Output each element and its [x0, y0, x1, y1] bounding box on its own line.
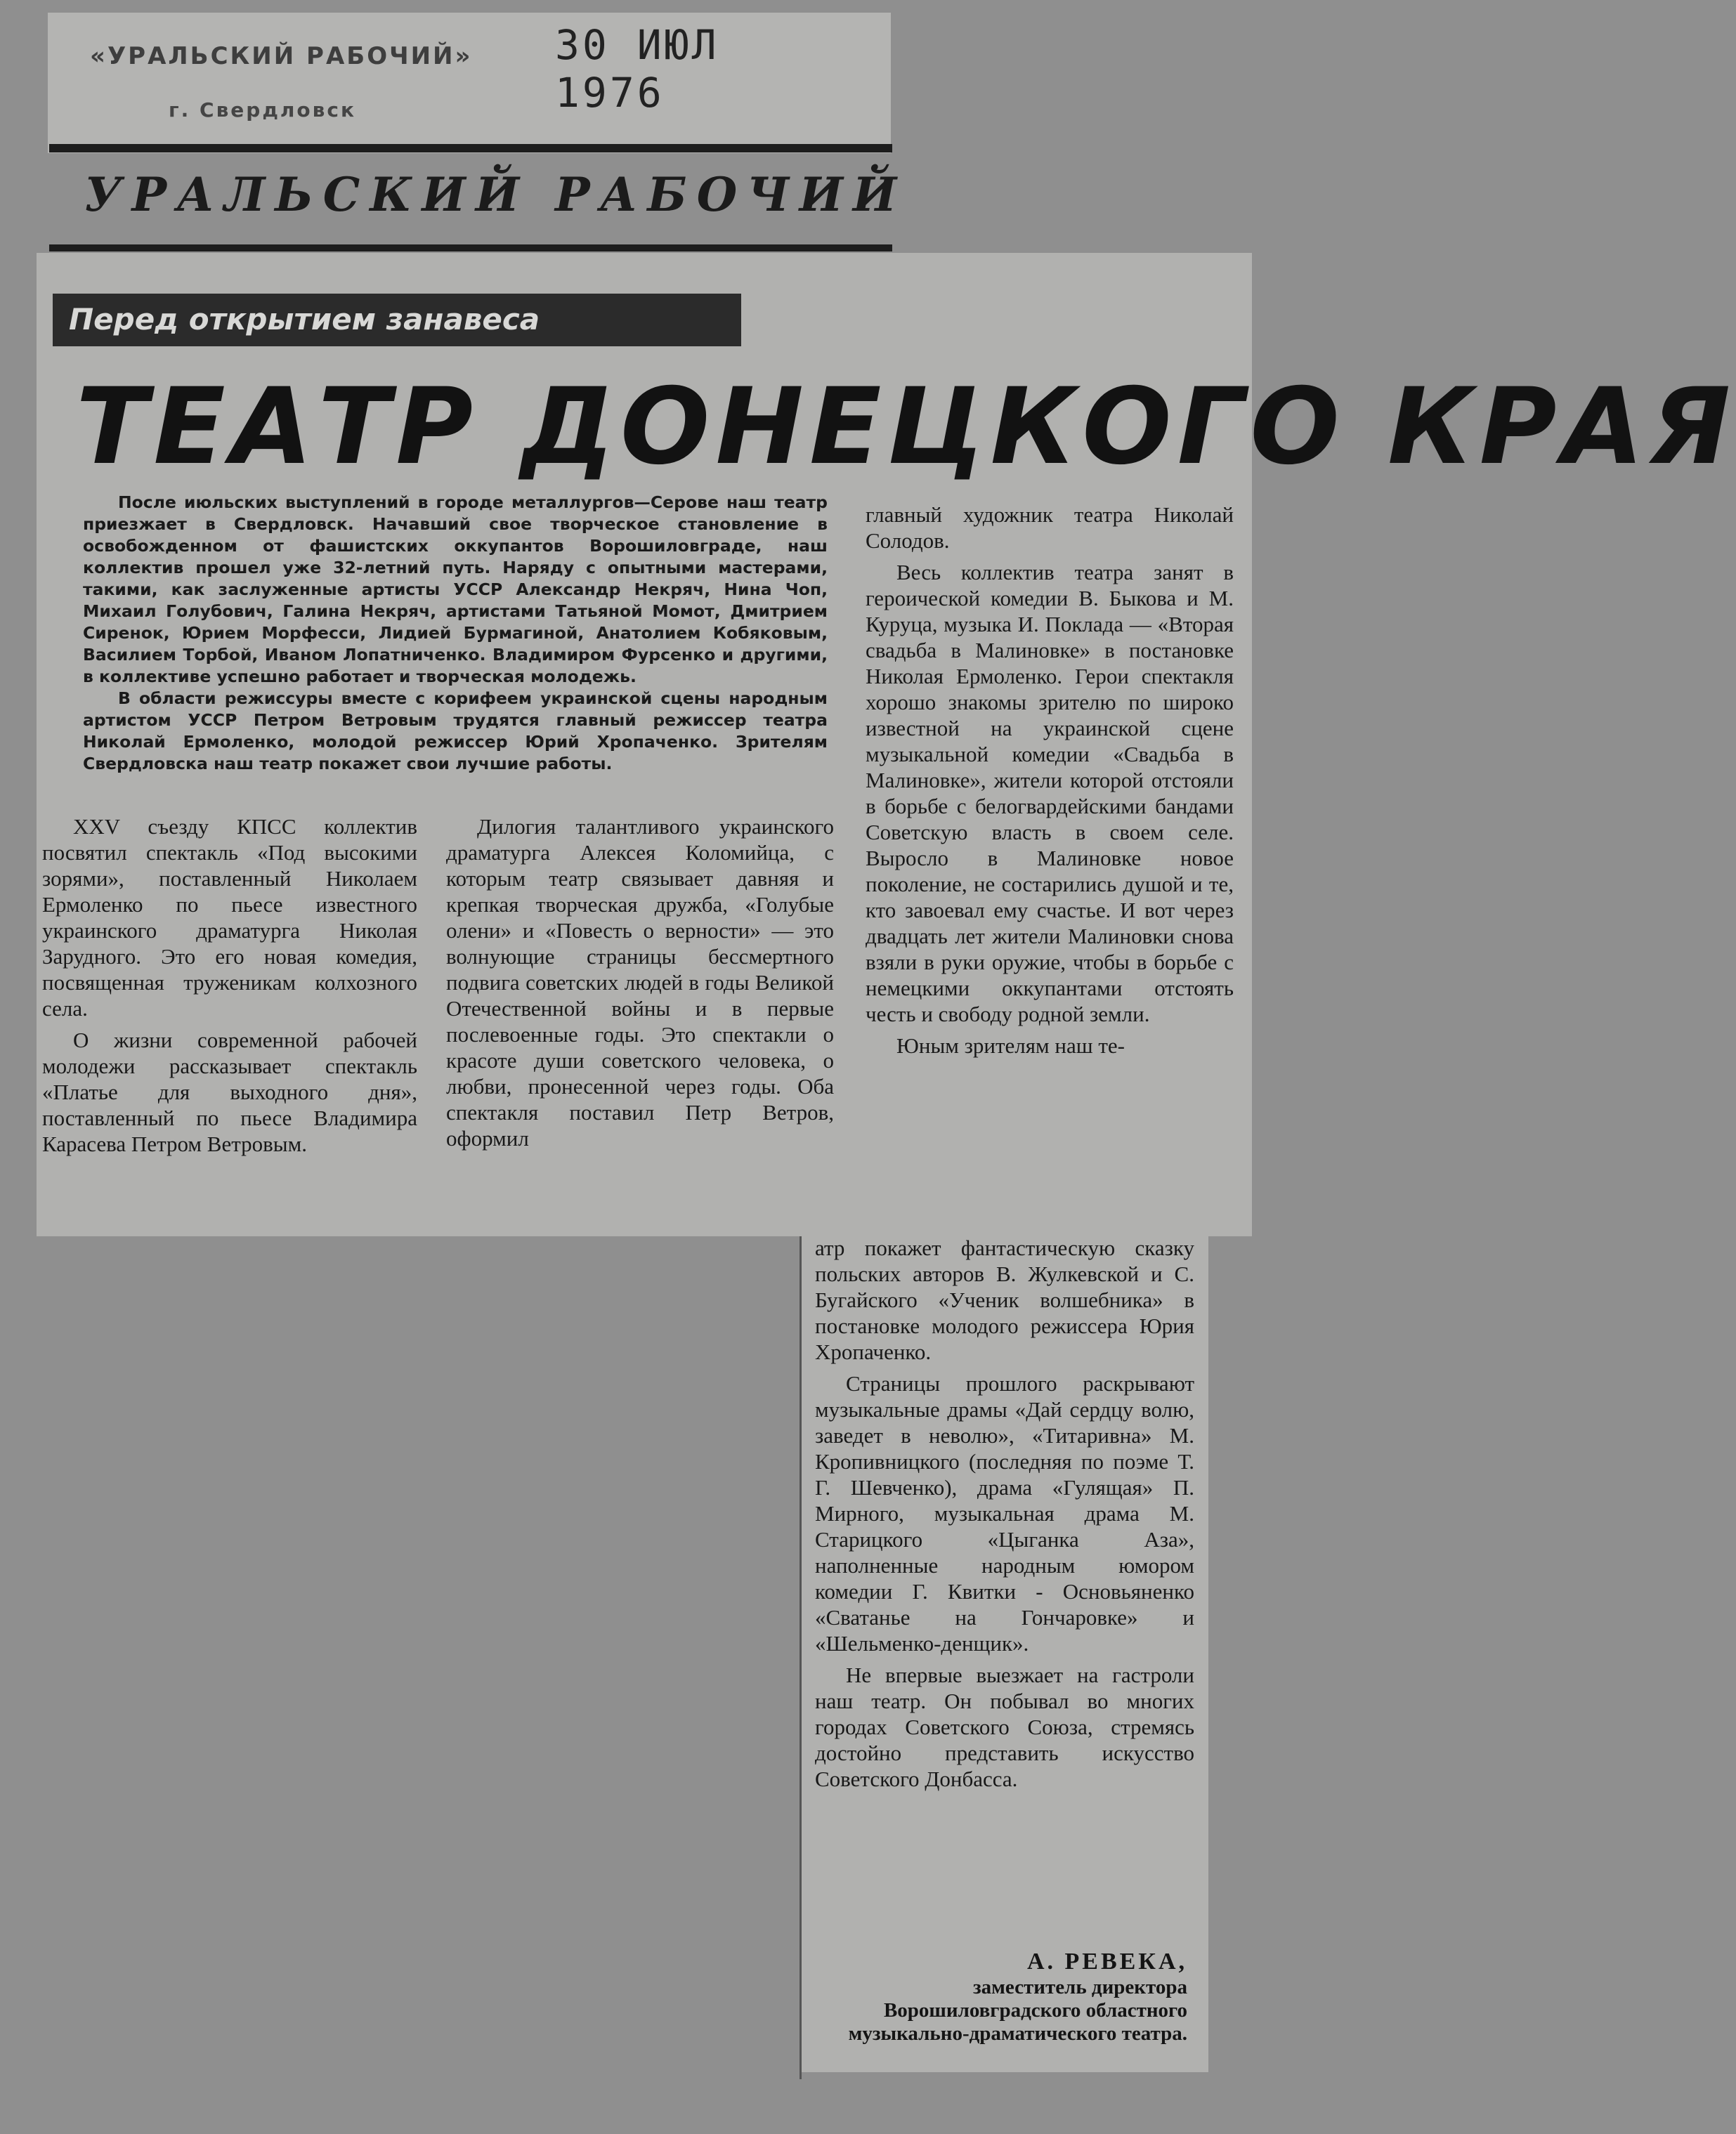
body-paragraph-continued: главный художник театра Николай Солодов. [866, 502, 1234, 553]
body-paragraph: Юным зрителям наш те- [896, 1033, 1125, 1058]
body-paragraph: Весь коллектив театра занят в героической комедии В. Быкова и М. Куруца, музыка И. Поклада — «Вторая свадьба в Малиновке» в постановке Николая Ермоленко. Герои спектакля хорошо знакомы зрителю по широко известной на украинской сцене музыкальной комедии «Свадьба в Малиновке», жители которой отстояли в борьбе с белогвардейскими бандами Советскую власть в своем селе. Выросло в Малиновке новое поколение, не состарились душой и те, кто завоевал ему счастье. И вот через двадцать лет жители Малиновки снова взяли в руки оружие, чтобы в борьбе с немецкими оккупантами отстоять честь и свободу родной земли. [866, 560, 1234, 1026]
newspaper-stamp: «УРАЛЬСКИЙ РАБОЧИЙ» [90, 42, 473, 70]
author-name: А. РЕВЕКА, [1026, 1949, 1187, 1975]
clipping-edge [800, 1236, 802, 2079]
masthead-bottom-rule [49, 244, 892, 251]
body-paragraph: Страницы прошлого раскрывают музыкальные драмы «Дай сердцу волю, заведет в неволю», «Титаривна» М. Кропивницкого (последняя по поэме Т. Г. Шевченко), драма «Гулящая» П. Мирного, музыкальная драма М. Старицкого «Цыганка Аза», наполненные народным юмором комедии Г. Квитки - Основьяненко «Сватанье на Гончаровке» и «Шельменко-денщик». [815, 1371, 1194, 1656]
article-column-4 [815, 1235, 1194, 1798]
article-column-3 [866, 502, 1234, 1064]
author-signature [822, 1950, 1187, 2045]
body-paragraph: XXV съезду КПСС коллектив посвятил спектакль «Под высокими зорями», поставленный Николаем Ермоленко по пьесе известного украинского драматурга Николая Зарудного. Это его новая комедия, посвященная труженикам колхозного села. [42, 814, 417, 1021]
lead-paragraph: В области режиссуры вместе с корифеем украинской сцены народным артистом УССР Петром Ветровым трудятся главный режиссер театра Николай Ермоленко, молодой режиссер Юрий Хропаченко. Зрителям Свердловска наш театр покажет свои лучшие работы. [83, 688, 828, 773]
body-paragraph: О жизни современной рабочей молодежи рассказывает спектакль «Платье для выходного дня», поставленный по пьесе Владимира Карасева Петром Ветровым. [42, 1028, 417, 1156]
body-paragraph: Не впервые выезжает на гастроли наш театр. Он побывал во многих городах Советского Союза, стремясь достойно представить искусство Советского Донбасса. [815, 1663, 1194, 1791]
lead-paragraph: После июльских выступлений в городе металлургов—Серове наш театр приезжает в Свердловск. Начавший свое творческое становление в освобожденном от фашистских оккупантов Ворошиловграде, наш коллектив прошел уже 32-летний путь. Наряду с опытными мастерами, такими, как заслуженные артисты УССР Александр Некряч, Нина Чоп, Михаил Голубович, Галина Некряч, артистами Татьяной Момот, Дмитрием Сиренок, Юрием Морфесси, Лидией Бурмагиной, Анатолием Кобяковым, Василием Торбой, Иваном Лопатниченко. Владимиром Фурсенко и другими, в коллективе успешно работает и творческая молодежь. [83, 492, 828, 686]
article-lead [83, 492, 828, 775]
newspaper-masthead: УРАЛЬСКИЙ РАБОЧИЙ [84, 167, 907, 222]
article-headline: ТЕАТР ДОНЕЦКОГО КРАЯ [76, 366, 1736, 488]
article-column-2 [446, 813, 834, 1157]
body-paragraph-continued: атр покажет фантастическую сказку польских авторов В. Жулкевской и С. Бугайского «Ученик волшебника» в постановке молодого режиссера Юрия Хропаченко. [815, 1236, 1194, 1364]
body-paragraph: Дилогия талантливого украинского драматурга Алексея Коломийца, с которым театр связывает давняя и крепкая творческая дружба, «Голубые олени» и «Повесть о верности» — это волнующие страницы бессмертного подвига советских людей в годы Великой Отечественной войны и в первые послевоенные годы. Это спектакли о красоте души советского человека, о любви, пронесенной через годы. Оба спектакля поставил Петр Ветров, оформил [446, 814, 834, 1151]
article-column-1 [42, 813, 417, 1163]
author-title: заместитель директора Ворошиловградского областного музыкально-драматического театра. [848, 1976, 1187, 2045]
rubric-label: Перед открытием занавеса [69, 302, 540, 336]
masthead-rule [49, 144, 892, 152]
city-stamp: г. Свердловск [169, 98, 356, 122]
date-stamp: 30 ИЮЛ 1976 [555, 21, 719, 117]
